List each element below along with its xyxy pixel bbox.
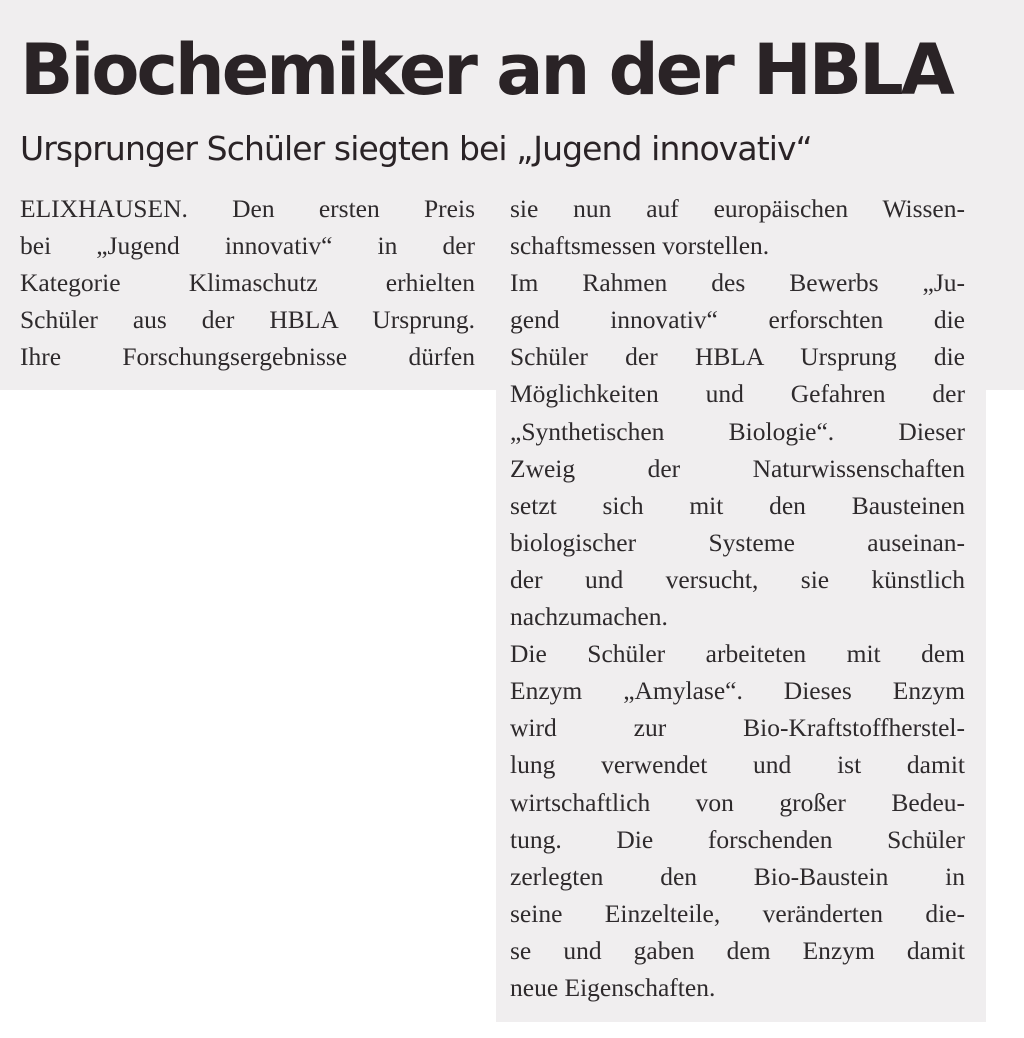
text-line: Enzym „Amylase“. Dieses Enzym [510, 676, 965, 706]
text-line: Ihre Forschungsergebnisse dürfen [20, 342, 475, 372]
text-line: biologischer Systeme auseinan- [510, 527, 965, 557]
text-line: wirtschaftlich von großer Bedeu- [510, 787, 965, 817]
text-line: zerlegten den Bio-Baustein in [510, 861, 965, 891]
article-headline: Biochemiker an der HBLA [20, 29, 952, 111]
text-line: seine Einzelteile, veränderten die- [510, 898, 965, 928]
text-line: gend innovativ“ erforschten die [510, 305, 965, 335]
text-line: Im Rahmen des Bewerbs „Ju- [510, 268, 965, 298]
text-line: lung verwendet und ist damit [510, 750, 965, 780]
text-line: Möglichkeiten und Gefahren der [510, 379, 965, 409]
article-left-column [20, 190, 475, 375]
text-line: „Synthetischen Biologie“. Dieser [510, 416, 965, 446]
text-line: Schüler aus der HBLA Ursprung. [20, 305, 475, 335]
text-line: Die Schüler arbeiteten mit dem [510, 639, 965, 669]
text-line: Kategorie Klimaschutz erhielten [20, 268, 475, 298]
text-line: wird zur Bio-Kraftstoffherstel- [510, 713, 965, 743]
text-line: se und gaben dem Enzym damit [510, 935, 965, 965]
text-line: tung. Die forschenden Schüler [510, 824, 965, 854]
article-right-column [510, 190, 965, 1006]
text-line: ELIXHAUSEN. Den ersten Preis [20, 194, 475, 223]
text-line: Zweig der Naturwissenschaften [510, 453, 965, 483]
text-line: sie nun auf europäischen Wissen- [510, 194, 965, 223]
article-subheadline: Ursprunger Schüler siegten bei „Jugend innovativ“ [20, 129, 812, 168]
text-line: der und versucht, sie künstlich [510, 564, 965, 594]
text-line: bei „Jugend innovativ“ in der [20, 231, 475, 261]
text-line: schaftsmessen vorstellen. [510, 231, 770, 261]
text-line: Schüler der HBLA Ursprung die [510, 342, 965, 372]
text-line: nachzumachen. [510, 602, 668, 632]
text-line: neue Eigenschaften. [510, 972, 716, 1002]
text-line: setzt sich mit den Bausteinen [510, 490, 965, 520]
